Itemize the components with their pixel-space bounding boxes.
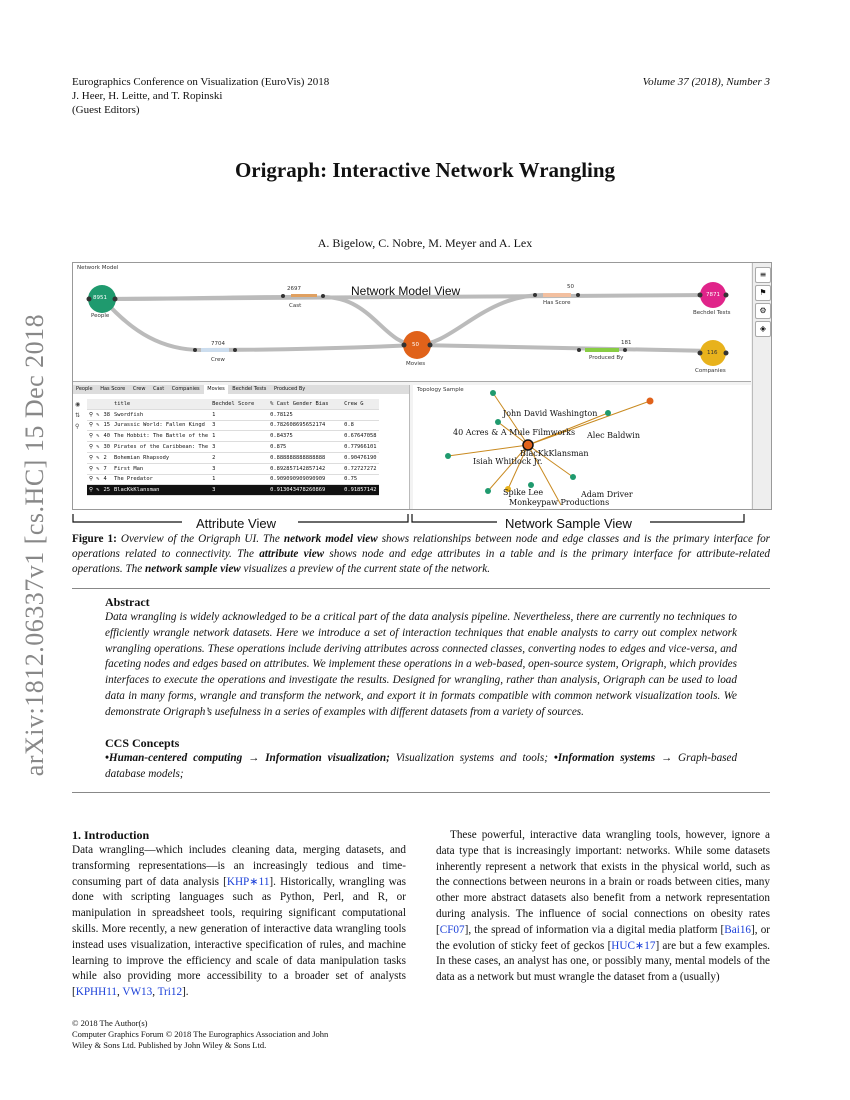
ccs-arrow: → xyxy=(248,752,260,764)
bracket-sample-right xyxy=(650,514,744,522)
cell-id: 38 xyxy=(101,409,112,420)
port xyxy=(87,297,92,302)
cell-cast-gender-bias: 0.892857142857142 xyxy=(268,463,342,474)
topology-sample-tab[interactable]: Topology Sample xyxy=(417,387,464,393)
sample-label: John David Washington xyxy=(503,409,598,418)
edge-cast-movies xyxy=(323,297,417,345)
attribute-view-label: Attribute View xyxy=(196,516,276,531)
topology-sample-panel xyxy=(413,385,751,509)
paper-title: Origraph: Interactive Network Wrangling xyxy=(234,158,616,182)
col-bechdel-score[interactable]: Bechdel Score xyxy=(210,399,268,409)
port xyxy=(724,351,729,356)
figure-caption xyxy=(72,532,770,576)
cell-crew: 0.8 xyxy=(342,420,378,431)
cell-crew: 0.90476190 xyxy=(342,452,378,463)
bracket-attribute-right xyxy=(298,514,408,522)
companies-label: Companies xyxy=(695,368,726,374)
ccs-bold: Information visualization; xyxy=(265,752,390,764)
table-header-row xyxy=(87,399,379,409)
port xyxy=(321,294,325,298)
citation-link[interactable]: KPHH11 xyxy=(75,986,117,999)
network-model-tab[interactable]: Network Model xyxy=(77,265,119,271)
row-actions[interactable]: ⚲ ✎ xyxy=(87,463,101,474)
venue-line-2: J. Heer, H. Leitte, and T. Ropinski xyxy=(72,90,223,102)
cell-title: The Predator xyxy=(112,474,210,485)
abstract-text: Data wrangling is widely acknowledged to be a critical part of the data analysis pipeline. Nevertheless, there are currently no techniques to efficiently wrangle network datasets. Here we introduce a set of interaction techniques that enable analysts to carry out complex network wrangling operations. These operations include deriving attributes across connected classes, converting nodes to edges and vice-versa, and faceting nodes and edges based on attributes. We implement these operations in a web-based, open-source system, Origraph, which provides interfaces to execute the operations and investigate the results. Designed for wrangling, rather than analysis, Origraph can be used to load data in many forms, wrangle and transform the network, and export it in formats compatible with common network visualization tools. We demonstrate Origraph’s usefulness in a series of examples with different datasets from a variety of sources. xyxy=(105,611,737,718)
table-row[interactable] xyxy=(87,442,379,453)
citation-link[interactable]: HUC∗17 xyxy=(611,939,656,952)
sample-label: Alec Baldwin xyxy=(587,431,640,440)
col-title[interactable]: title xyxy=(112,399,210,409)
cell-title: First Man xyxy=(112,463,210,474)
port xyxy=(533,293,537,297)
ccs-section xyxy=(105,736,737,783)
crew-bar xyxy=(201,348,229,352)
venue-header xyxy=(72,75,329,117)
people-count: 8951 xyxy=(93,295,107,301)
port xyxy=(281,294,285,298)
ccs-heading: CCS Concepts xyxy=(105,736,180,750)
caption-bold: network model view xyxy=(283,533,378,545)
ccs-plain: Visualization systems and tools; xyxy=(395,752,548,764)
cell-crew: 0.72727272 xyxy=(342,463,378,474)
text: ]. Historically, wrangling was done with scripting languages such as Python, Perl, and R, or manipulation in spreadsheet tools, requiring significant computational skills. More recently, a new generation of interactive data wrangling tools instead uses visualization, interactive specification of rules, and machine learning to improve the efficiency and scale of data manipulation tasks while also providing more accessibility to a broader set of analysts [ xyxy=(72,875,406,999)
text: ], the spread of information via a digital media platform [ xyxy=(464,923,725,936)
sample-edge xyxy=(448,445,528,456)
ccs-bold: •Information systems xyxy=(553,752,656,764)
attribute-table xyxy=(87,399,379,496)
row-actions[interactable]: ⚲ ✎ xyxy=(87,442,101,453)
movies-label: Movies xyxy=(406,361,426,367)
tab-movies[interactable]: Movies xyxy=(204,385,227,394)
cast-bar xyxy=(291,294,317,297)
port xyxy=(428,343,433,348)
ccs-plain: Graph-based database models; xyxy=(105,752,738,780)
table-row[interactable] xyxy=(87,474,379,485)
bechdel-label: Bechdel Tests xyxy=(693,310,731,316)
filter-icon[interactable]: ⚲ xyxy=(75,423,80,430)
citation-link[interactable]: KHP∗11 xyxy=(226,875,270,888)
crew-label: Crew xyxy=(211,357,225,363)
text: , xyxy=(152,986,158,999)
cell-cast-gender-bias: 0.782608695652174 xyxy=(268,420,342,431)
venue-line-1: Eurographics Conference on Visualization (EuroVis) 2018 xyxy=(72,76,330,88)
caption-bold: network sample view xyxy=(145,562,241,575)
settings-icon[interactable]: ⚙ xyxy=(755,303,771,319)
table-row[interactable] xyxy=(87,409,379,420)
hasscore-count: 50 xyxy=(567,284,574,290)
hasscore-label: Has Score xyxy=(543,300,571,306)
sample-node-person xyxy=(495,419,501,425)
copyright-footer xyxy=(72,1018,328,1051)
menu-icon[interactable]: ≡ xyxy=(755,267,771,283)
col-actions xyxy=(87,399,101,409)
cell-title: Bohemian Rhapsody xyxy=(112,452,210,463)
cell-title: Pirates of the Caribbean: The xyxy=(112,442,210,453)
citation-link[interactable]: CF07 xyxy=(439,923,465,936)
sample-node-person xyxy=(605,410,611,416)
caption-text: shows relationships between node and edge classes and is the primary interface for operations related to connectivity. The xyxy=(72,533,771,560)
cast-count: 2697 xyxy=(287,286,301,292)
cell-crew: 0.91857142 xyxy=(342,485,378,496)
divider xyxy=(72,792,770,793)
cell-bechdel-score: 1 xyxy=(210,431,268,442)
cell-bechdel-score: 3 xyxy=(210,463,268,474)
intro-right-column xyxy=(436,828,770,986)
sample-node-person xyxy=(445,453,451,459)
view-brackets xyxy=(72,512,772,534)
movies-count: 50 xyxy=(412,342,419,348)
network-model-panel xyxy=(73,263,751,382)
figure-origraph-ui xyxy=(72,262,772,510)
network-sample-view-label: Network Sample View xyxy=(505,516,632,531)
tab-companies[interactable]: Companies xyxy=(171,386,200,392)
cell-bechdel-score: 1 xyxy=(210,474,268,485)
row-actions[interactable]: ⚲ ✎ xyxy=(87,420,101,431)
citation-link[interactable]: VW13 xyxy=(122,986,153,999)
text: ]. xyxy=(182,986,189,999)
cell-crew: 0.75 xyxy=(342,474,378,485)
abstract-section xyxy=(105,595,737,721)
intro-paragraph-1 xyxy=(72,843,406,1001)
cell-bechdel-score: 3 xyxy=(210,485,268,496)
tab-cast[interactable]: Cast xyxy=(153,386,165,392)
table-row[interactable] xyxy=(87,431,379,442)
cell-crew xyxy=(342,409,378,420)
tab-bechdel-tests[interactable]: Bechdel Tests xyxy=(232,386,267,392)
cell-id: 40 xyxy=(101,431,112,442)
cell-title: BlacKkKlansman xyxy=(112,485,210,496)
tab-has-score[interactable]: Has Score xyxy=(100,386,126,392)
port xyxy=(698,351,703,356)
companies-count: 116 xyxy=(707,350,718,356)
cell-title: Swordfish xyxy=(112,409,210,420)
producedby-label: Produced By xyxy=(589,355,624,361)
caption-text: visualizes a preview of the current state of the network. xyxy=(243,562,491,575)
sample-node-movie xyxy=(647,398,654,405)
cell-crew: 0.67647058 xyxy=(342,431,378,442)
citation-link[interactable]: Tri12 xyxy=(157,986,183,999)
row-actions[interactable]: ⚲ ✎ xyxy=(87,452,101,463)
text: ] are but a few examples. In these cases, an analyst has one, or possibly many, mental models of the data as a network but must wrangle the dataset from a (usually) xyxy=(436,939,770,984)
attribute-side-icons xyxy=(75,399,85,432)
divider xyxy=(72,588,770,589)
right-toolbar xyxy=(752,263,771,509)
network-model-view-label: Network Model View xyxy=(351,284,461,298)
text: , xyxy=(116,986,123,999)
port xyxy=(402,343,407,348)
attribute-tabs xyxy=(73,385,409,394)
cell-cast-gender-bias: 0.875 xyxy=(268,442,342,453)
cell-cast-gender-bias: 0.909090909090909 xyxy=(268,474,342,485)
sample-label: Monkeypaw Productions xyxy=(509,498,610,507)
sample-label: Adam Driver xyxy=(581,490,633,499)
ccs-bold: •Human-centered computing xyxy=(105,752,243,764)
cell-crew: 0.77966101 xyxy=(342,442,378,453)
col-id xyxy=(101,399,112,409)
port xyxy=(576,293,580,297)
cell-cast-gender-bias: 0.84375 xyxy=(268,431,342,442)
volume-info: Volume 37 (2018), Number 3 xyxy=(642,76,770,88)
citation-link[interactable]: Bai16 xyxy=(724,923,752,936)
caption-bold: attribute view xyxy=(259,547,325,560)
row-actions[interactable]: ⚲ ✎ xyxy=(87,409,101,420)
eye-icon[interactable]: ◉ xyxy=(75,401,81,408)
intro-paragraph-2 xyxy=(436,828,770,986)
cell-bechdel-score: 3 xyxy=(210,420,268,431)
cube-icon[interactable]: ◈ xyxy=(755,321,771,337)
row-actions[interactable]: ⚲ ✎ xyxy=(87,474,101,485)
venue-line-3: (Guest Editors) xyxy=(72,104,140,116)
footer-line: © 2018 The Author(s) xyxy=(72,1018,148,1028)
cell-id: 4 xyxy=(101,474,112,485)
ccs-text xyxy=(105,751,737,783)
sample-label: Isiah Whitlock Jr. xyxy=(473,457,543,466)
crew-count: 7704 xyxy=(211,341,225,347)
table-row[interactable] xyxy=(87,485,379,496)
sort-icon[interactable]: ⇅ xyxy=(75,412,81,419)
edge-movies-hasscore xyxy=(417,295,543,345)
people-label: People xyxy=(91,313,110,319)
sample-node-person xyxy=(570,474,576,480)
port xyxy=(623,348,627,352)
port xyxy=(193,348,197,352)
bracket-attribute-left xyxy=(73,514,182,522)
bechdel-count: 7871 xyxy=(706,292,720,298)
text: Data wrangling—which includes cleaning data, merging datasets, and transforming representations—is an increasingly tedious and time-consuming part of data analysis [ xyxy=(72,844,406,888)
edge-movies-companies xyxy=(417,345,713,351)
tab-people[interactable]: People xyxy=(76,386,93,392)
producedby-bar xyxy=(585,348,619,352)
signpost-icon[interactable]: ⚑ xyxy=(755,285,771,301)
cell-id: 25 xyxy=(101,485,112,496)
attribute-panel xyxy=(73,385,410,509)
caption-text: shows node and edge attributes in a table and is the primary interface for attribute-related operations. The xyxy=(72,547,771,575)
sample-label: BlacKkKlansman xyxy=(520,449,589,458)
col-crew[interactable]: Crew G xyxy=(342,399,378,409)
caption-label: Figure 1: xyxy=(72,533,117,545)
footer-line: Wiley & Sons Ltd. Published by John Wiley & Sons Ltd. xyxy=(72,1040,267,1050)
tab-crew[interactable]: Crew xyxy=(132,386,146,392)
sample-label: 40 Acres & A Mule Filmworks xyxy=(453,428,576,437)
cast-label: Cast xyxy=(289,303,302,309)
port xyxy=(113,297,118,302)
sample-node-person xyxy=(490,390,496,396)
table-row[interactable] xyxy=(87,452,379,463)
cell-bechdel-score: 3 xyxy=(210,442,268,453)
port xyxy=(724,293,729,298)
edge-people-crew xyxy=(103,299,201,350)
text: ], or the evolution of sticky feet of geckos [ xyxy=(436,923,771,952)
port xyxy=(577,348,581,352)
abstract-heading: Abstract xyxy=(105,595,150,609)
cell-cast-gender-bias: 0.913043478260869 xyxy=(268,485,342,496)
cell-bechdel-score: 2 xyxy=(210,452,268,463)
cell-bechdel-score: 1 xyxy=(210,409,268,420)
cell-cast-gender-bias: 0.78125 xyxy=(268,409,342,420)
intro-heading: 1. Introduction xyxy=(72,828,150,842)
cell-id: 30 xyxy=(101,442,112,453)
sample-node-person xyxy=(485,488,491,494)
cell-id: 15 xyxy=(101,420,112,431)
sample-label: Spike Lee xyxy=(503,488,544,497)
author-list: A. Bigelow, C. Nobre, M. Meyer and A. Lex xyxy=(317,236,533,250)
cell-title: Jurassic World: Fallen Kingd xyxy=(112,420,210,431)
port xyxy=(698,293,703,298)
arxiv-stamp: arXiv:1812.06337v1 [cs.HC] 15 Dec 2018 xyxy=(20,313,49,777)
col-cast-gender-bias[interactable]: % Cast Gender Bias xyxy=(268,399,342,409)
text: These powerful, interactive data wrangling tools, however, ignore a data type that is increasingly important: networks. While some datasets inherently represent a network that exists in the physical world, such as the connections between neurons in a brain or roads between cities, many other more abstract datasets also benefit from a network representation during analysis. The influence of social connections on obesity rates [ xyxy=(436,829,770,936)
port xyxy=(233,348,237,352)
cell-title: The Hobbit: The Battle of the xyxy=(112,431,210,442)
table-row[interactable] xyxy=(87,420,379,431)
sample-edge xyxy=(493,393,528,445)
tab-produced-by[interactable]: Produced By xyxy=(273,386,306,392)
producedby-count: 181 xyxy=(621,340,632,346)
intro-left-column xyxy=(72,828,406,1001)
bracket-sample-left xyxy=(412,514,497,522)
table-row[interactable] xyxy=(87,463,379,474)
cell-id: 2 xyxy=(101,452,112,463)
hasscore-bar xyxy=(543,293,571,297)
cell-id: 7 xyxy=(101,463,112,474)
row-actions[interactable]: ⚲ ✎ xyxy=(87,431,101,442)
caption-text: Overview of the Origraph UI. The xyxy=(120,533,280,545)
row-actions[interactable]: ⚲ ✎ xyxy=(87,485,101,496)
footer-line: Computer Graphics Forum © 2018 The Eurographics Association and John xyxy=(72,1029,329,1039)
cell-cast-gender-bias: 0.888888888888888 xyxy=(268,452,342,463)
ccs-arrow: → xyxy=(660,752,673,764)
